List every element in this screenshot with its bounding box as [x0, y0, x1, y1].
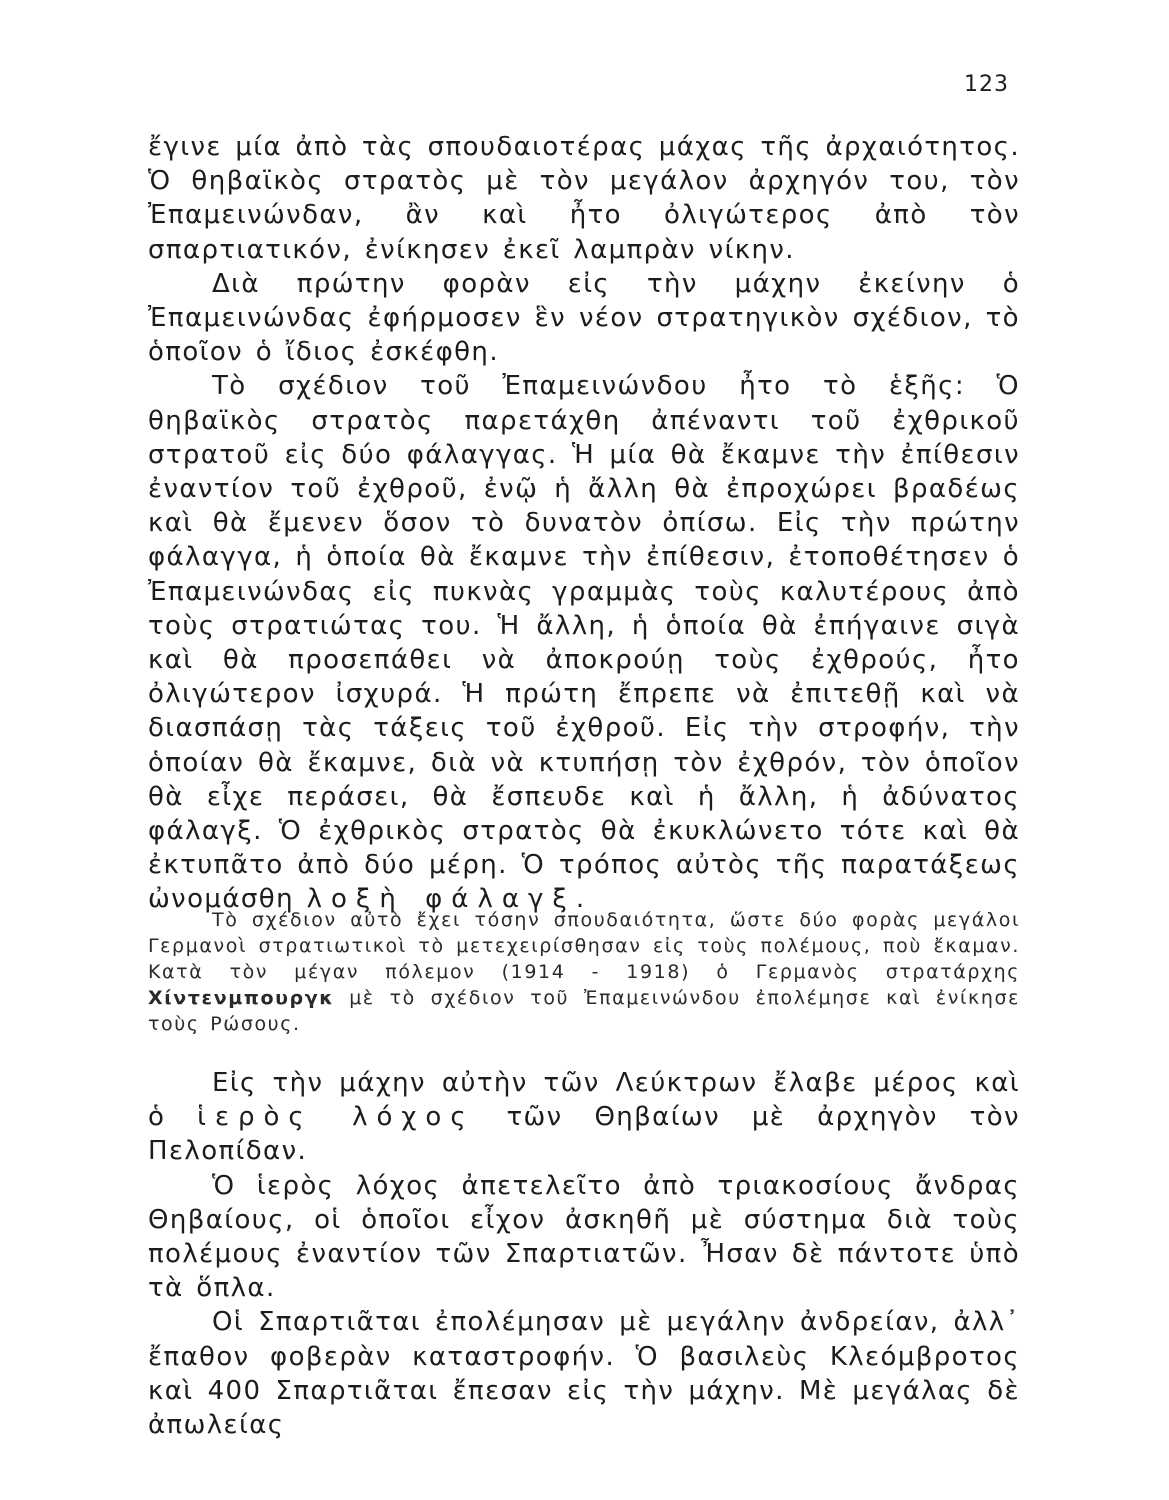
sacred-band-end: τῶν Θηβαίων μὲ ἀρχηγὸν τὸν Πελοπίδαν. [148, 1102, 1020, 1167]
paragraph-battle-intro: ἔγινε μία ἀπὸ τὰς σπουδαιοτέρας μάχας τῆς ἀρχαιότητος. Ὁ θηβαϊκὸς στρατὸς μὲ τὸν μεγάλον ἀρχηγόν του, τὸν Ἐπαμεινώνδαν, ἂν καὶ ἦτο ὀλιγώτερος ἀπὸ τὸν σπαρτιατικόν, ἐνίκησεν ἐκεῖ λαμπρὰν νίκην. [148, 132, 1020, 265]
paragraph-plan-description [148, 369, 1020, 916]
footnote-block [148, 907, 1020, 1037]
term-oblique-phalanx: λοξὴ φάλαγξ [306, 884, 576, 915]
footnote-text-after: μὲ τὸ σχέδιον τοῦ Ἐπαμεινώνδου ἐπολέμησε καὶ ἐνίκησε τοὺς Ρώσους. [148, 987, 1020, 1035]
paragraph-new-plan: Διὰ πρώτην φορὰν εἰς τὴν μάχην ἐκείνην ὁ Ἐπαμεινώνδας ἐφήρμοσεν ἓν νέον στρατηγικὸν σχέδιον, τὸ ὁποῖον ὁ ἴδιος ἐσκέφθη. [148, 268, 1020, 368]
plan-description-text: Τὸ σχέδιον τοῦ Ἐπαμεινώνδου ἦτο τὸ ἑξῆς: Ὁ θηβαϊκὸς στρατὸς παρετάχθη ἀπέναντι τοῦ ἐχθρικοῦ στρατοῦ εἰς δύο φάλαγγας. Ἡ μία θὰ ἔκαμνε τὴν ἐπίθεσιν ἐναντίον τοῦ ἐχθροῦ, ἐνῷ ἡ ἄλλη θὰ ἐπροχώρει βραδέως καὶ θὰ ἔμενεν ὅσον τὸ δυνατὸν ὀπίσω. Εἰς τὴν πρώτην φάλαγγα, ἡ ὁποία θὰ ἔκαμνε τὴν ἐπίθεσιν, ἐτοποθέτησεν ὁ Ἐπαμεινώνδας εἰς πυκνὰς γραμμὰς τοὺς καλυτέρους ἀπὸ τοὺς στρατιώτας του. Ἡ ἄλλη, ἡ ὁποία θὰ ἐπήγαινε σιγὰ καὶ θὰ προσεπάθει νὰ ἀποκρούῃ τοὺς ἐχθρούς, ἦτο ὀλιγώτερον ἰσχυρά. Ἡ πρώτη ἔπρεπε νὰ ἐπιτεθῇ καὶ νὰ διασπάσῃ τὰς τάξεις τοῦ ἐχθροῦ. Εἰς τὴν στροφήν, τὴν ὁποίαν θὰ ἔκαμνε, διὰ νὰ κτυπήσῃ τὸν ἐχθρόν, τὸν ὁποῖον θὰ εἶχε περάσει, θὰ ἔσπευδε καὶ ἡ ἄλλη, ἡ ἀδύνατος φάλαγξ. Ὁ ἐχθρικὸς στρατὸς θὰ ἐκυκλώνετο τότε καὶ θὰ ἐκτυπᾶτο ἀπὸ δύο μέρη. Ὁ τρόπος αὐτὸς τῆς παρατάξεως ὠνομάσθη [148, 371, 1020, 915]
paragraph-spartan-defeat: Οἱ Σπαρτιᾶται ἐπολέμησαν μὲ μεγάλην ἀνδρείαν, ἀλλ᾽ ἔπαθον φοβερὰν καταστροφήν. Ὁ βασιλεὺς Κλεόμβροτος καὶ 400 Σπαρτιᾶται ἔπεσαν εἰς τὴν μάχην. Μὲ μεγάλας δὲ ἀπωλείας [148, 1307, 1020, 1441]
main-text-upper [148, 130, 1020, 917]
term-sacred-band: ἱερὸς λόχος [197, 1102, 475, 1133]
paragraph-sacred-band-composition: Ὁ ἱερὸς λόχος ἀπετελεῖτο ἀπὸ τριακοσίους ἄνδρας Θηβαίους, οἱ ὁποῖοι εἶχον ἀσκηθῆ μὲ σύστημα διὰ τοὺς πολέμους ἐναντίον τῶν Σπαρτιατῶν. Ἦσαν δὲ πάντοτε ὑπὸ τὰ ὅπλα. [148, 1170, 1020, 1304]
main-text-lower [148, 1066, 1020, 1442]
sacred-band-start: Εἰς τὴν μάχην αὐτὴν τῶν Λεύκτρων ἔλαβε μέρος καὶ ὁ [148, 1068, 1020, 1133]
plan-description-end: . [575, 884, 586, 915]
footnote-paragraph [148, 907, 1020, 1037]
page-number: 123 [964, 72, 1009, 97]
footnote-name-hindenburg: Χίντενμπουργκ [148, 987, 335, 1009]
paragraph-sacred-band [148, 1066, 1020, 1169]
footnote-text-before: Τὸ σχέδιον αὐτὸ ἔχει τόσην σπουδαιότητα, ὥστε δύο φορὰς μεγάλοι Γερμανοὶ στρατιωτικοὶ τὸ μετεχειρίσθησαν εἰς τοὺς πολέμους, ποὺ ἔκαμαν. Κατὰ τὸν μέγαν πόλεμον (1914 - 1918) ὁ Γερμανὸς στρατάρχης [148, 909, 1020, 983]
